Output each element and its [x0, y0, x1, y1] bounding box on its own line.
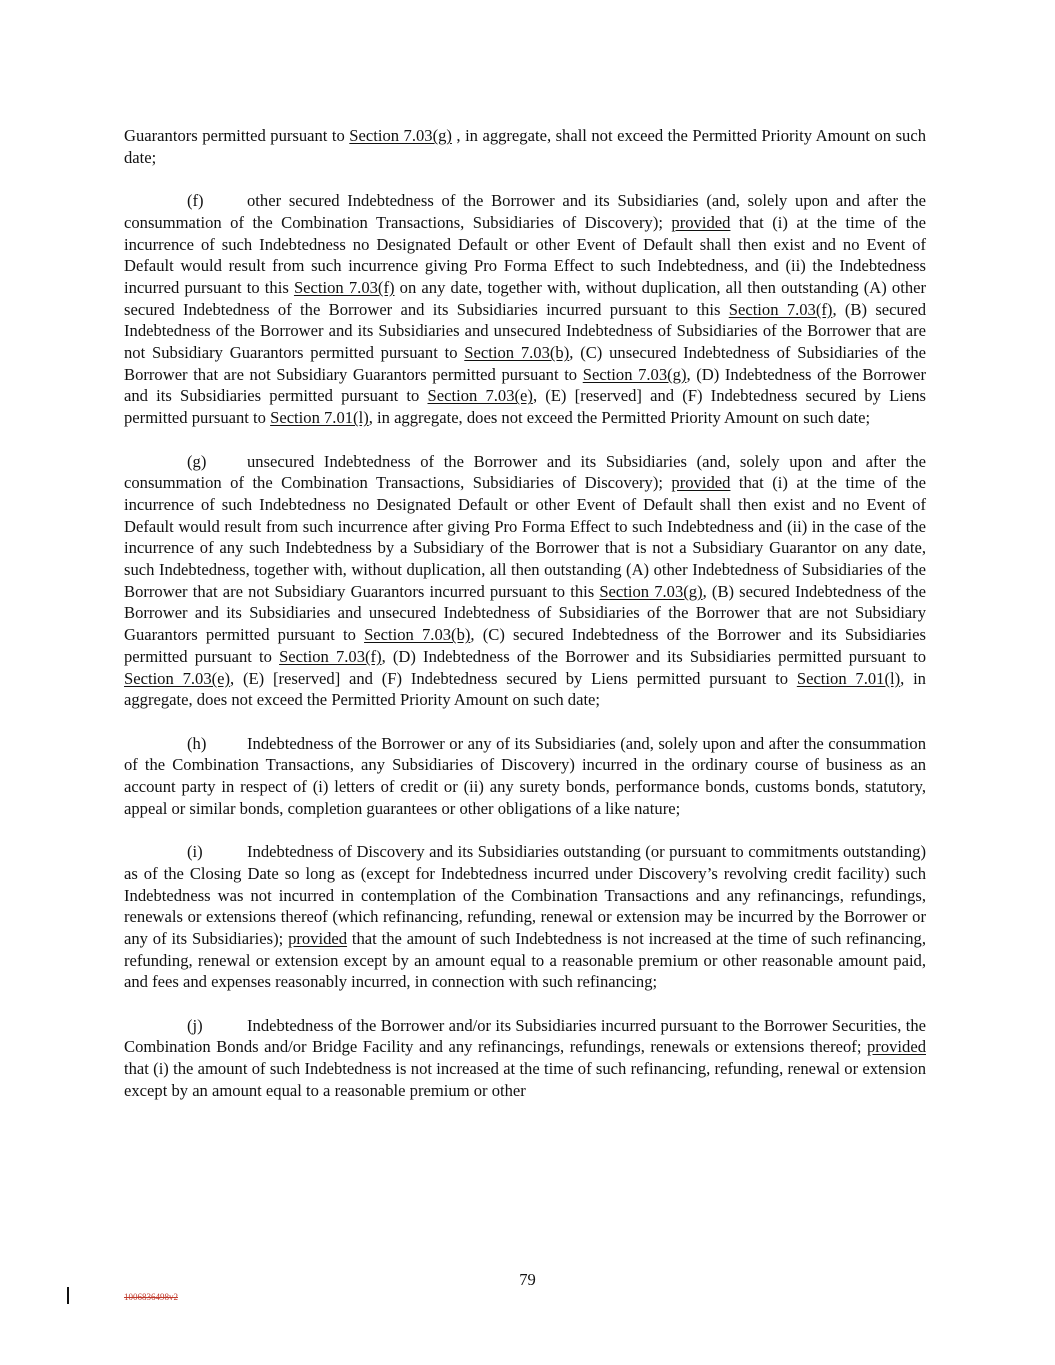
text-run: on any date, together with, without duplication, all then outstanding (A) other secured Indebtedness of the Borrower and its Subsidiaries incurred pursuant to this [124, 277, 927, 319]
text-run: , (D) Indebtedness of the Borrower and its Subsidiaries permitted pursuant to [381, 646, 926, 666]
paragraph-j [124, 1015, 926, 1102]
paragraph-e-continuation [124, 125, 926, 168]
section-reference: Section 7.03(g) [582, 364, 687, 384]
text-run: that (i) at the time of the incurrence of such Indebtedness no Designated Default or other Event of Default shall then exist and no Event of Default would result from such incurrence after giving Pro Forma Effect to such Indebtedness and (ii) in the case of the incurrence of any such Indebtedness by a Subsidiary of the Borrower that is not a Subsidiary Guarantor on any date, such Indebtedness, together with, without duplication, all then outstanding (A) other Indebtedness of Subsidiaries of the Borrower that are not Subsidiary Guarantors incurred pursuant to this [124, 473, 926, 601]
text-run: , (C) secured Indebtedness of the Borrower and its Subsidiaries permitted pursuant to [124, 625, 926, 666]
text-run: unsecured Indebtedness of the Borrower and its Subsidiaries (and, solely upon and after the consummation of the Combination Transactions, Subsidiaries of Discovery); [124, 451, 926, 493]
paragraph-g [124, 451, 926, 711]
provided-term: provided [671, 212, 731, 232]
document-body [124, 125, 926, 1102]
text-run: Indebtedness of the Borrower and/or its Subsidiaries incurred pursuant to the Borrower Securities, the Combination Bonds and/or Bridge Facility and any refinancings, refundings, renewals or extensions thereof; [124, 1015, 926, 1057]
provided-term: provided [867, 1037, 926, 1057]
clause-label: (g) [187, 451, 207, 471]
section-reference: Section 7.03(g) [599, 581, 703, 601]
text-run: , (D) Indebtedness of the Borrower and its Subsidiaries permitted pursuant to [124, 364, 926, 406]
text-run: , (E) [reserved] and (F) Indebtedness secured by Liens permitted pursuant to [124, 386, 926, 428]
section-reference: Section 7.03(e) [427, 386, 533, 406]
text-run: , in aggregate, does not exceed the Permitted Priority Amount on such date; [368, 408, 871, 428]
clause-label: (i) [187, 842, 203, 862]
text-run: Guarantors permitted pursuant to [124, 126, 350, 145]
text-run: , (B) secured Indebtedness of the Borrower and its Subsidiaries and unsecured Indebtedness of Subsidiaries of the Borrower that are not Subsidiary Guarantors permitted pursuant to [124, 299, 926, 363]
section-reference: Section 7.03(f) [728, 299, 833, 319]
revision-change-bar [67, 1287, 69, 1304]
text-run: Indebtedness of Discovery and its Subsidiaries outstanding (or pursuant to commitments outstanding) as of the Closing Date so long as (except for Indebtedness incurred under Discovery’s revolving credit facility) such Indebtedness was not incurred in contemplation of the Combination Transactions and any refinancings, refundings, renewals or extensions thereof (which refinancing, refunding, renewal or extension may be incurred by the Borrower or any of its Subsidiaries); [124, 842, 926, 948]
section-reference: Section 7.01(l) [270, 408, 369, 428]
text-run: other secured Indebtedness of the Borrower and its Subsidiaries (and, solely upon and after the consummation of the Combination Transactions, Subsidiaries of Discovery); [124, 191, 926, 232]
text-run: , in aggregate, shall not exceed the Permitted Priority Amount on such date; [124, 126, 926, 167]
section-reference: Section 7.03(f) [293, 277, 395, 297]
text-run: , (E) [reserved] and (F) Indebtedness secured by Liens permitted pursuant to [230, 668, 797, 688]
paragraph-i [124, 841, 926, 993]
section-reference: Section 7.01(l) [796, 668, 901, 688]
paragraph-f [124, 190, 926, 429]
section-reference: Section 7.03(g) [349, 126, 452, 145]
text-run: , (B) secured Indebtedness of the Borrower and its Subsidiaries and unsecured Indebtedness of Subsidiaries of the Borrower that are not Subsidiary Guarantors permitted pursuant to [124, 581, 926, 645]
paragraph-h [124, 733, 926, 820]
text-run: , in aggregate, does not exceed the Permitted Priority Amount on such date; [124, 668, 926, 710]
document-id: 1006836498v2 [124, 1292, 178, 1302]
section-reference: Section 7.03(f) [279, 646, 382, 666]
provided-term: provided [288, 928, 348, 948]
clause-label: (f) [187, 191, 204, 211]
text-run: , (C) unsecured Indebtedness of Subsidiaries of the Borrower that are not Subsidiary Guarantors permitted pursuant to [124, 343, 926, 384]
clause-label: (j) [187, 1015, 203, 1035]
text-run: Indebtedness of the Borrower or any of its Subsidiaries (and, solely upon and after the consummation of the Combination Transactions, any Subsidiaries of Discovery) incurred in the ordinary course of business as an account party in respect of (i) letters of credit or (ii) any surety bonds, performance bonds, customs bonds, statutory, appeal or similar bonds, completion guarantees or other obligations of a like nature; [124, 733, 926, 818]
provided-term: provided [671, 473, 731, 493]
clause-label: (h) [187, 733, 207, 753]
text-run: that (i) at the time of the incurrence of such Indebtedness no Designated Default or other Event of Default shall then exist and no Event of Default would result from such incurrence giving Pro Forma Effect to such Indebtedness, and (ii) the Indebtedness incurred pursuant to this [124, 212, 926, 297]
text-run: that (i) the amount of such Indebtedness is not increased at the time of such refinancing, refunding, renewal or extension except by an amount equal to a reasonable premium or other [124, 1059, 926, 1100]
section-reference: Section 7.03(b) [364, 625, 471, 645]
text-run: that the amount of such Indebtedness is not increased at the time of such refinancing, refunding, renewal or extension except by an amount equal to a reasonable premium or other reasonable amount paid, and fees and expenses reasonably incurred, in connection with such refinancing; [124, 928, 926, 992]
section-reference: Section 7.03(b) [464, 343, 570, 363]
page-number: 79 [519, 1270, 536, 1289]
section-reference: Section 7.03(e) [124, 668, 231, 688]
